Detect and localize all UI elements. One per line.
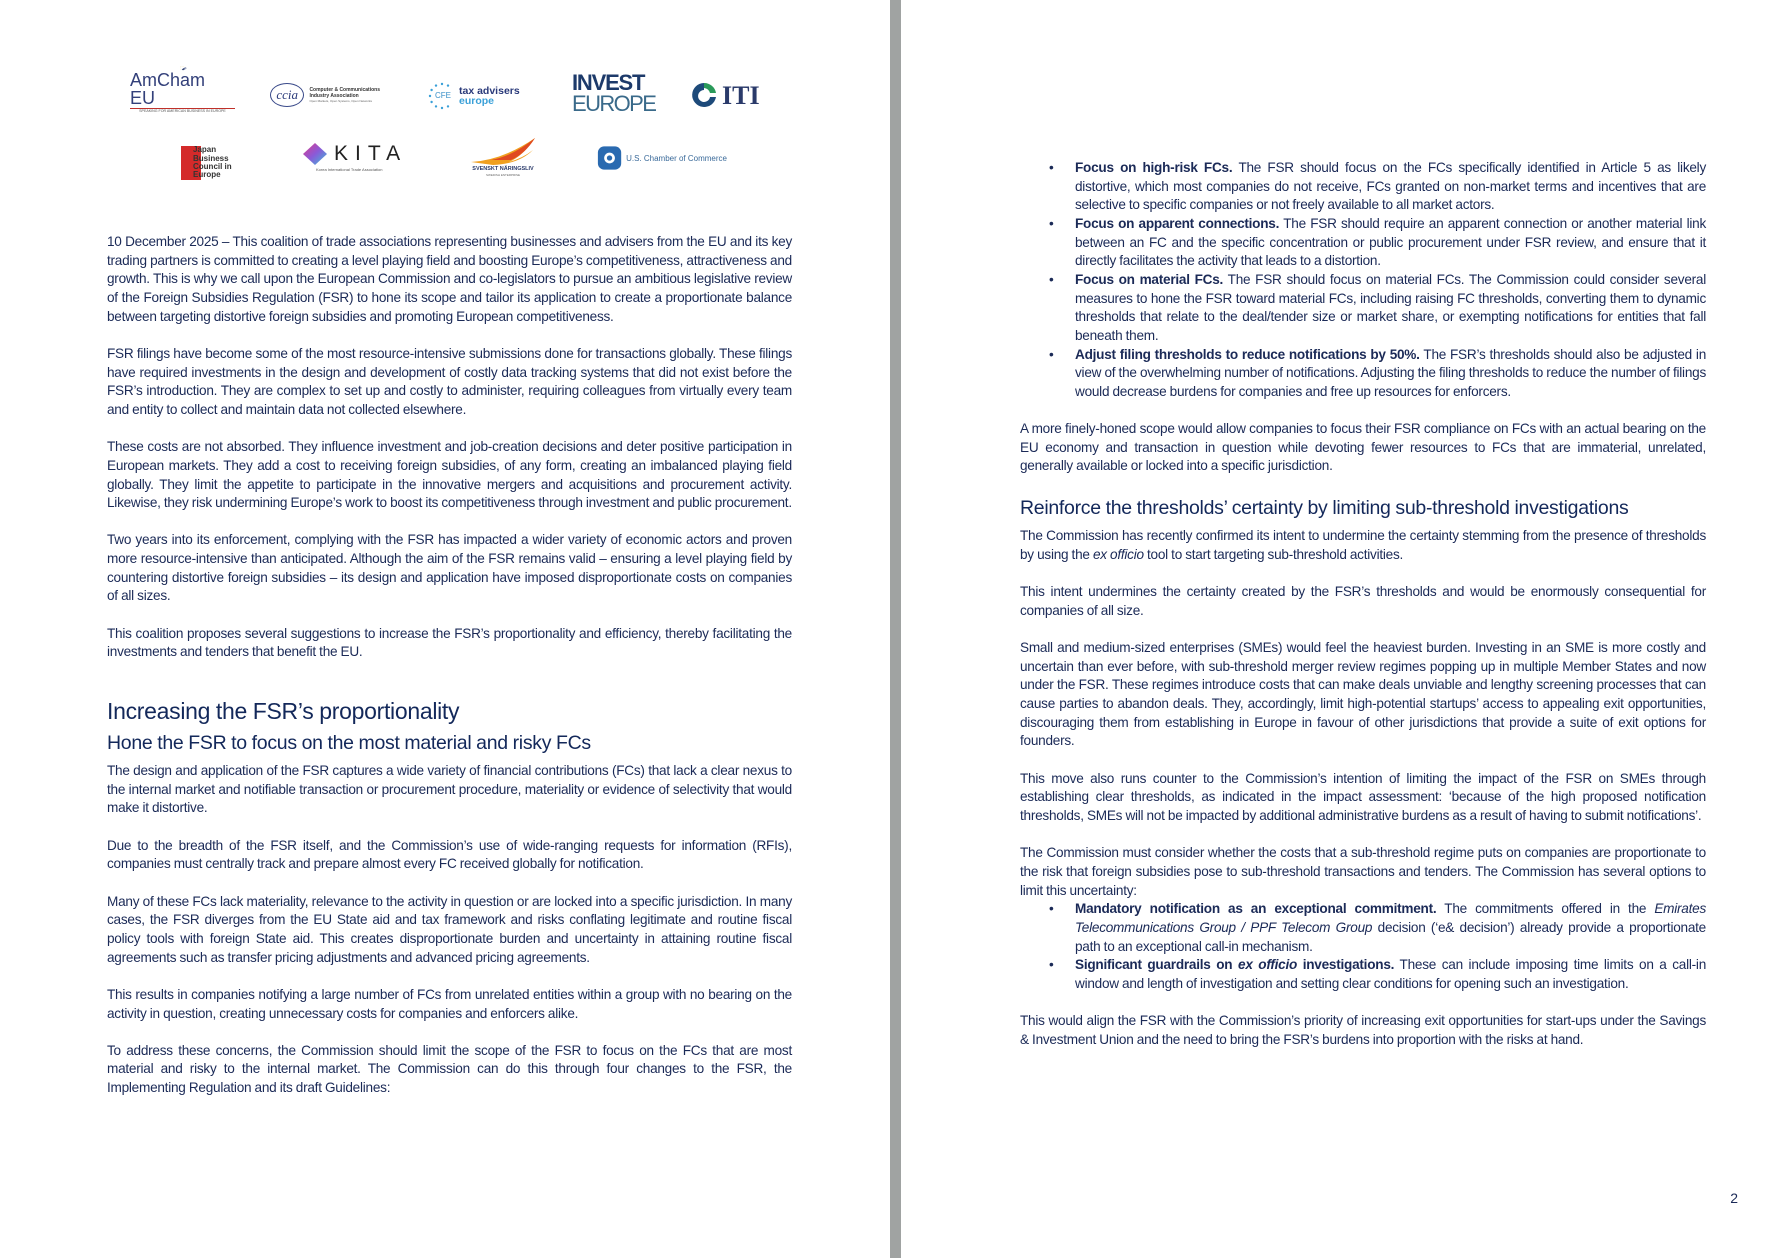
jbce-line1: Japan: [193, 145, 217, 155]
text-italic: ex officio: [1238, 957, 1298, 973]
svenskt-tagline: SWEDISH ENTERPRISE: [485, 173, 520, 177]
bullet-icon: •: [1049, 160, 1054, 175]
bullet-icon: •: [1049, 957, 1054, 973]
subsection-heading-hone: Hone the FSR to focus on the most material and risky FCs: [107, 732, 591, 755]
logo-amcham-eu: [130, 66, 235, 114]
logo-jbce: [181, 146, 251, 180]
jbce-line2: Business: [193, 153, 229, 163]
paragraph-align: This would align the FSR with the Commission’s priority of increasing exit opportunities for start-ups under the Savings & Investment Union and the need to bring the FSR’s burdens into proportion with the risks at hand.: [1020, 1013, 1706, 1047]
jbce-line3: Council in: [193, 162, 232, 171]
paragraph-design: The design and application of the FSR captures a wide variety of financial contributions (FCs) that lack a clear nexus to the internal market and notifiable transaction or procurement procedure, materiality or evidence of selectivity that would make it distortive.: [107, 763, 792, 816]
iti-swirl-icon: [690, 81, 718, 111]
list-item: [1020, 900, 1706, 956]
logo-invest-europe: [572, 70, 656, 116]
recommendation-list: [1020, 159, 1706, 402]
list-item-title: Focus on high-risk FCs.: [1075, 160, 1233, 175]
list-item-title: Focus on material FCs.: [1075, 271, 1224, 287]
jbce-line4: Europe: [193, 170, 221, 180]
bullet-icon: •: [1049, 215, 1054, 231]
paragraph-proposals: This coalition proposes several suggestions to increase the FSR’s proportionality and efficiency, thereby facilitating the investments and tenders that benefit the EU.: [107, 625, 792, 660]
list-item-text: decision (‘e& decision’) already provide a proportionate path to an exceptional call-in mechanism.: [1075, 919, 1706, 954]
logo-us-chamber-of-commerce: [597, 143, 727, 173]
document-page-right: [901, 0, 1790, 1258]
cfe-line1: tax advisers: [459, 85, 520, 97]
paragraph-commission-consider: The Commission must consider whether the costs that a sub-threshold regime puts on companies are proportionate to the risk that foreign subsidies pose to sub-threshold transactions and tenders. The Commission has several options to limit this uncertainty:: [1020, 845, 1706, 898]
amcham-name: AmCham EU: [130, 71, 235, 109]
list-item: [1020, 346, 1706, 402]
list-item-title: Focus on apparent connections.: [1075, 215, 1280, 231]
list-item-text: The FSR should focus on material FCs. The Commission could consider several measures to hone the FSR toward material FCs, including raising FC thresholds, converting them to dynamic thresholds that relate to the deal/tender size or market share, or exempting notifications for entities that fall beneath them.: [1075, 271, 1706, 343]
paragraph-commission-intent: [1020, 527, 1706, 564]
invest-europe-line2: EUROPE: [572, 91, 656, 116]
cfe-line2: europe: [459, 95, 495, 107]
amcham-tagline: SPEAKING FOR AMERICAN BUSINESS IN EUROPE: [139, 109, 226, 113]
left-column: [107, 233, 792, 1116]
paragraph-finely-honed-scope: A more finely-honed scope would allow companies to focus their FSR compliance on FCs with an actual bearing on the EU economy and transaction in question while devoting fewer resources to FCs that are immaterial, unrelated, generally available or locked into a specific jurisdiction.: [1020, 421, 1706, 474]
invest-europe-line1: INVEST: [572, 70, 645, 95]
list-item: [1020, 956, 1706, 993]
logo-kita: [302, 142, 408, 182]
text-segment: tool to start targeting sub-threshold activities.: [1143, 546, 1404, 562]
paragraph-fsr-filings: FSR filings have become some of the most resource-intensive submissions done for transactions globally. These filings have required investments in the design and development of costly data tracking systems that did not exist before the FSR’s introduction. They are complex to set up and costly to administer, requiring colleagues from virtually every team and entity to collect and maintain data not collected elsewhere.: [107, 345, 792, 417]
section-heading-reinforce-thresholds: Reinforce the thresholds’ certainty by limiting sub-threshold investigations: [1020, 497, 1629, 520]
coalition-logos: [0, 0, 890, 200]
text-segment: investigations.: [1297, 957, 1395, 973]
list-item: [1020, 159, 1706, 215]
list-item-text: The commitments offered in the: [1436, 901, 1655, 917]
intro-paragraph: 10 December 2025 – This coalition of trade associations representing businesses and advisers from the EU and its key trading partners is committed to creating a level playing field and boosting Europe’s competitiveness, attractiveness and growth. This is why we call upon the European Commission and co-legislators to pursue an ambitious legislative review of the Foreign Subsidies Regulation (FSR) to hone its scope and tailor its application to create a proportionate balance between targeting distortive foreign subsidies and promoting European competitiveness.: [107, 234, 792, 324]
list-item-title: Adjust filing thresholds to reduce notifications by 50%.: [1075, 346, 1420, 362]
paragraph-smes: Small and medium-sized enterprises (SMEs) would feel the heaviest burden. Investing in an SME is more costly and uncertain than ever before, with sub-threshold merger review regimes popping up in multiple Member States and now under the FSR. These regimes introduce costs that can make deals unviable and lengthy screening processes that can cause parties to abandon deals. They, accordingly, limit high-potential startups’ access to appealing exit opportunities, discouraging them from establishing in Europe in favour of other jurisdictions that provide a suite of exit options for founders.: [1020, 640, 1706, 749]
list-item-text: These can include imposing time limits on a call-in window and length of investigation and setting clear conditions for opening such an investigation.: [1075, 957, 1706, 991]
us-chamber-name: U.S. Chamber of Commerce: [626, 153, 727, 163]
ccia-line2: Industry Association: [309, 92, 359, 99]
cfe-mark: CFE: [435, 91, 451, 100]
ccia-mark: ccia: [270, 83, 304, 107]
svenskt-wing-icon: [463, 136, 543, 166]
text-segment: The Commission has recently confirmed its intent to undermine the certainty stemming from the presence of thresholds by using the: [1020, 528, 1706, 562]
list-item-text: The FSR should focus on the FCs specifically identified in Article 5 as likely distortive, which most companies do not receive, FCs granted on non-market terms and incentives that are selective to specific companies or not freely available to all market actors.: [1075, 160, 1706, 213]
paragraph-enforcement: Two years into its enforcement, complying with the FSR has impacted a wider variety of economic actors and proven more resource-intensive than anticipated. Although the aim of the FSR remains valid – ensuring a level playing field by countering distortive foreign subsidies – its design and application have imposed disproportionate costs on companies of all sizes.: [107, 532, 792, 604]
logo-iti: [690, 80, 760, 112]
ccia-line3: Open Markets, Open Systems, Open Networks: [309, 98, 372, 103]
paragraph-intent-undermines: This intent undermines the certainty created by the FSR’s thresholds and would be enormously consequential for companies of all size.: [1020, 584, 1706, 618]
bullet-icon: •: [1049, 271, 1054, 287]
logo-ccia: [270, 82, 380, 108]
list-item-italic: Emirates Telecommunications Group / PPF Telecom Group: [1075, 901, 1706, 935]
paragraph-costs: These costs are not absorbed. They influence investment and job-creation decisions and deter positive participation in European markets. They add a cost to receiving foreign subsidies, of any form, creating an imbalanced playing field globally. They limit the appetite to participate in the innovative mergers and acquisitions and procurement activity. Likewise, they risk undermining Europe’s work to boost its competitiveness through investment and public procurement.: [107, 439, 792, 511]
paragraph-materiality: Many of these FCs lack materiality, relevance to the activity in question or are locked into a specific jurisdiction. In many cases, the FSR diverges from the EU State aid and tax framework and risks conflating legitimate and routine fiscal policy tools with foreign State aid. This creates disproportionate burden and uncertainty in attaining routine fiscal agreements such as transfer pricing adjustments and advanced pricing agreements.: [107, 893, 792, 965]
list-item: [1020, 215, 1706, 271]
document-page-left: [0, 0, 890, 1258]
section-heading-proportionality: Increasing the FSR’s proportionality: [107, 698, 460, 725]
kita-tagline: Korea International Trade Association: [316, 167, 383, 172]
list-item-title: [1075, 957, 1394, 972]
logo-svenskt-naringsliv: [458, 136, 548, 184]
svenskt-name: SVENSKT NÄRINGSLIV: [472, 166, 534, 172]
options-list: [1020, 900, 1706, 993]
logo-cfe-tax-advisers-europe: [428, 80, 528, 112]
page-divider: [890, 0, 901, 1258]
paragraph-address-concerns: To address these concerns, the Commission should limit the scope of the FSR to focus on the FCs that are most material and risky to the internal market. The Commission can do this through four changes to the FSR, the Implementing Regulation and its draft Guidelines:: [107, 1042, 792, 1096]
list-item-text: The FSR should require an apparent connection or another material link between an FC and the specific concentration or public procurement under FSR review, and ensure that it directly facilitates the activity that leads to a distortion.: [1075, 215, 1706, 269]
text-segment: Significant guardrails on: [1075, 957, 1239, 973]
paragraph-results: This results in companies notifying a large number of FCs from unrelated entities within a group with no bearing on the activity in question, creating unnecessary costs for companies and enforcers alike.: [107, 986, 792, 1021]
paragraph-breadth: Due to the breadth of the FSR itself, and the Commission’s use of wide-ranging requests for information (RFIs), companies must centrally track and prepare almost every FC received globally for notification.: [107, 837, 792, 872]
list-item-text: The FSR’s thresholds should also be adjusted in view of the overwhelming number of notifications. Adjusting the filing thresholds to reduce the number of filings would decrease burdens for companies and free up resources for enforcers.: [1075, 346, 1706, 399]
paragraph-counter-intention: This move also runs counter to the Commission’s intention of limiting the impact of the FSR on SMEs through establishing clear thresholds, as indicated in the impact assessment: ‘because of the high proposed notification thresholds, SMEs will not be impacted by additional administrative burdens as a result of having to submit notifications’.: [1020, 770, 1706, 823]
iti-name: ITI: [722, 81, 760, 110]
kita-diamond-icon: [302, 142, 328, 166]
text-italic: ex officio: [1092, 546, 1144, 562]
bullet-icon: •: [1049, 346, 1054, 362]
list-item: [1020, 271, 1706, 346]
page-number: 2: [1730, 1190, 1738, 1206]
bullet-icon: •: [1049, 901, 1054, 917]
right-column: [1020, 159, 1706, 1068]
list-item-title: Mandatory notification as an exceptional commitment.: [1075, 901, 1437, 917]
ccia-line1: Computer & Communications: [309, 86, 380, 93]
kita-name: KITA: [334, 142, 408, 165]
us-chamber-swirl-icon: [597, 144, 622, 172]
